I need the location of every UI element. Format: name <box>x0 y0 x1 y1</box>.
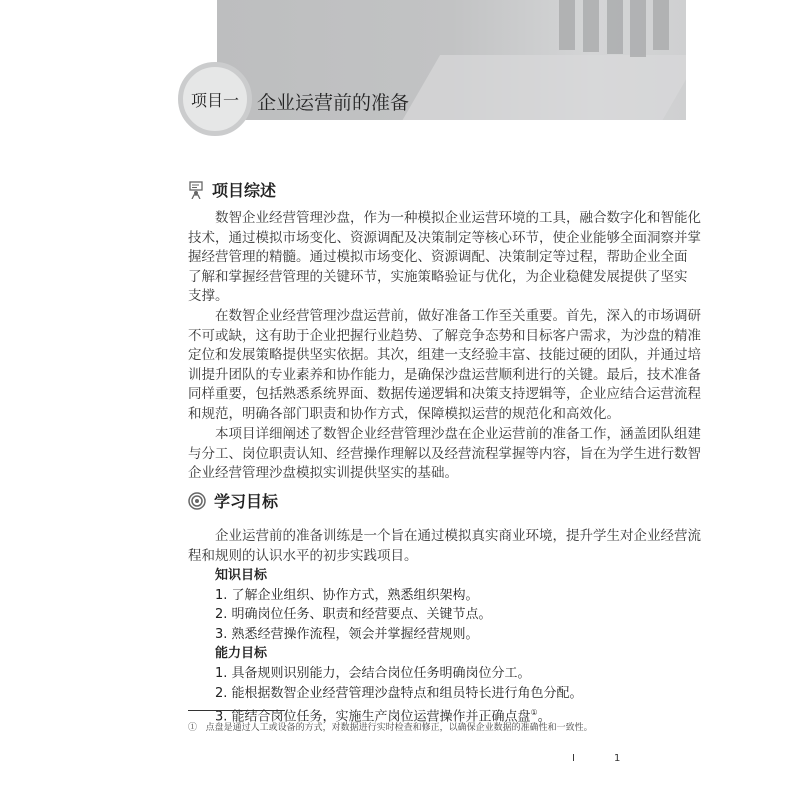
page-marker: I <box>572 753 575 764</box>
page-title: 企业运营前的准备 <box>257 92 410 114</box>
text-line: 在数智企业经营管理沙盘运营前，做好准备工作至关重要。首先，深入的市场调研 <box>215 308 701 324</box>
text-line: 企业经营管理沙盘模拟实训提供坚实的基础。 <box>188 465 458 482</box>
section-heading-text: 项目综述 <box>212 181 277 200</box>
project-number-badge <box>178 62 252 136</box>
footnote <box>188 720 593 733</box>
text-line: 和规范，明确各部门职责和协作方式，保障模拟运营的规范化和高效化。 <box>188 405 620 422</box>
text-line: 不可或缺，这有助于企业把握行业趋势、了解竞争态势和目标客户需求，为沙盘的精准 <box>188 327 701 344</box>
footnote-mark: ① <box>188 723 198 733</box>
list-item: 1. 具备规则识别能力，会结合岗位任务明确岗位分工。 <box>215 665 531 681</box>
list-item: 2. 能根据数智企业经营管理沙盘特点和组员特长进行角色分配。 <box>215 685 583 701</box>
overview-paragraph-1 <box>188 209 701 307</box>
list-item: 3. 熟悉经营操作流程，领会并掌握经营规则。 <box>215 626 479 642</box>
text-line: 支撑。 <box>188 288 229 305</box>
presenter-icon <box>188 181 204 199</box>
text-line: 握经营管理的精髓。通过模拟市场变化、资源调配、决策制定等过程，帮助企业全面 <box>188 249 688 266</box>
text-line: 了解和掌握经营管理的关键环节，实施策略验证与优化，为企业稳健发展提供了坚实 <box>188 268 688 285</box>
overview-paragraph-3 <box>188 425 701 484</box>
list-item-text: 3. 能结合岗位任务，实施生产岗位运营操作并正确点盘 <box>215 709 531 725</box>
list-item: 2. 明确岗位任务、职责和经营要点、关键节点。 <box>215 607 492 623</box>
target-icon <box>188 492 206 510</box>
text-line: 企业运营前的准备训练是一个旨在通过模拟真实商业环境，提升学生对企业经营流 <box>215 528 701 544</box>
text-line: 同样重要，包括熟悉系统界面、数据传递逻辑和决策支持逻辑等，企业应结合运营流程 <box>188 386 701 403</box>
footnote-text: 点盘是通过人工或设备的方式，对数据进行实时检查和修正，以确保企业数据的准确性和一致性。 <box>205 723 593 733</box>
objectives-intro <box>188 527 701 566</box>
text-line: 与分工、岗位职责认知、经营操作理解以及经营流程掌握等内容，旨在为学生进行数智 <box>188 445 701 462</box>
punctuation: 。 <box>537 709 551 725</box>
overview-paragraph-2 <box>188 307 701 425</box>
project-label: 项目一 <box>190 90 239 110</box>
footnote-divider <box>188 710 285 711</box>
section-heading-text: 学习目标 <box>214 492 279 511</box>
section-heading-objectives <box>188 489 278 512</box>
list-item: 1. 了解企业组织、协作方式，熟悉组织架构。 <box>215 587 479 603</box>
text-line: 数智企业经营管理沙盘，作为一种模拟企业运营环境的工具，融合数字化和智能化 <box>215 210 701 226</box>
knowledge-objectives-title: 知识目标 <box>215 568 268 583</box>
text-line: 训提升团队的专业素养和协作能力，是确保沙盘运营顺利进行的关键。最后，技术准备 <box>188 366 701 383</box>
ability-objectives-title: 能力目标 <box>215 646 268 662</box>
page-number: 1 <box>614 753 621 764</box>
text-line: 本项目详细阐述了数智企业经营管理沙盘在企业运营前的准备工作，涵盖团队组建 <box>215 426 701 442</box>
text-line: 程和规则的认识水平的初步实践项目。 <box>188 547 418 564</box>
text-line: 定位和发展策略提供坚实依据。其次，组建一支经验丰富、技能过硬的团队，并通过培 <box>188 347 701 364</box>
section-heading-overview <box>188 178 276 201</box>
objectives-list <box>188 566 628 727</box>
footnote-reference[interactable]: ① <box>530 708 538 718</box>
text-line: 技术，通过模拟市场变化、资源调配及决策制定等核心环节，使企业能够全面洞察并掌 <box>188 229 701 246</box>
